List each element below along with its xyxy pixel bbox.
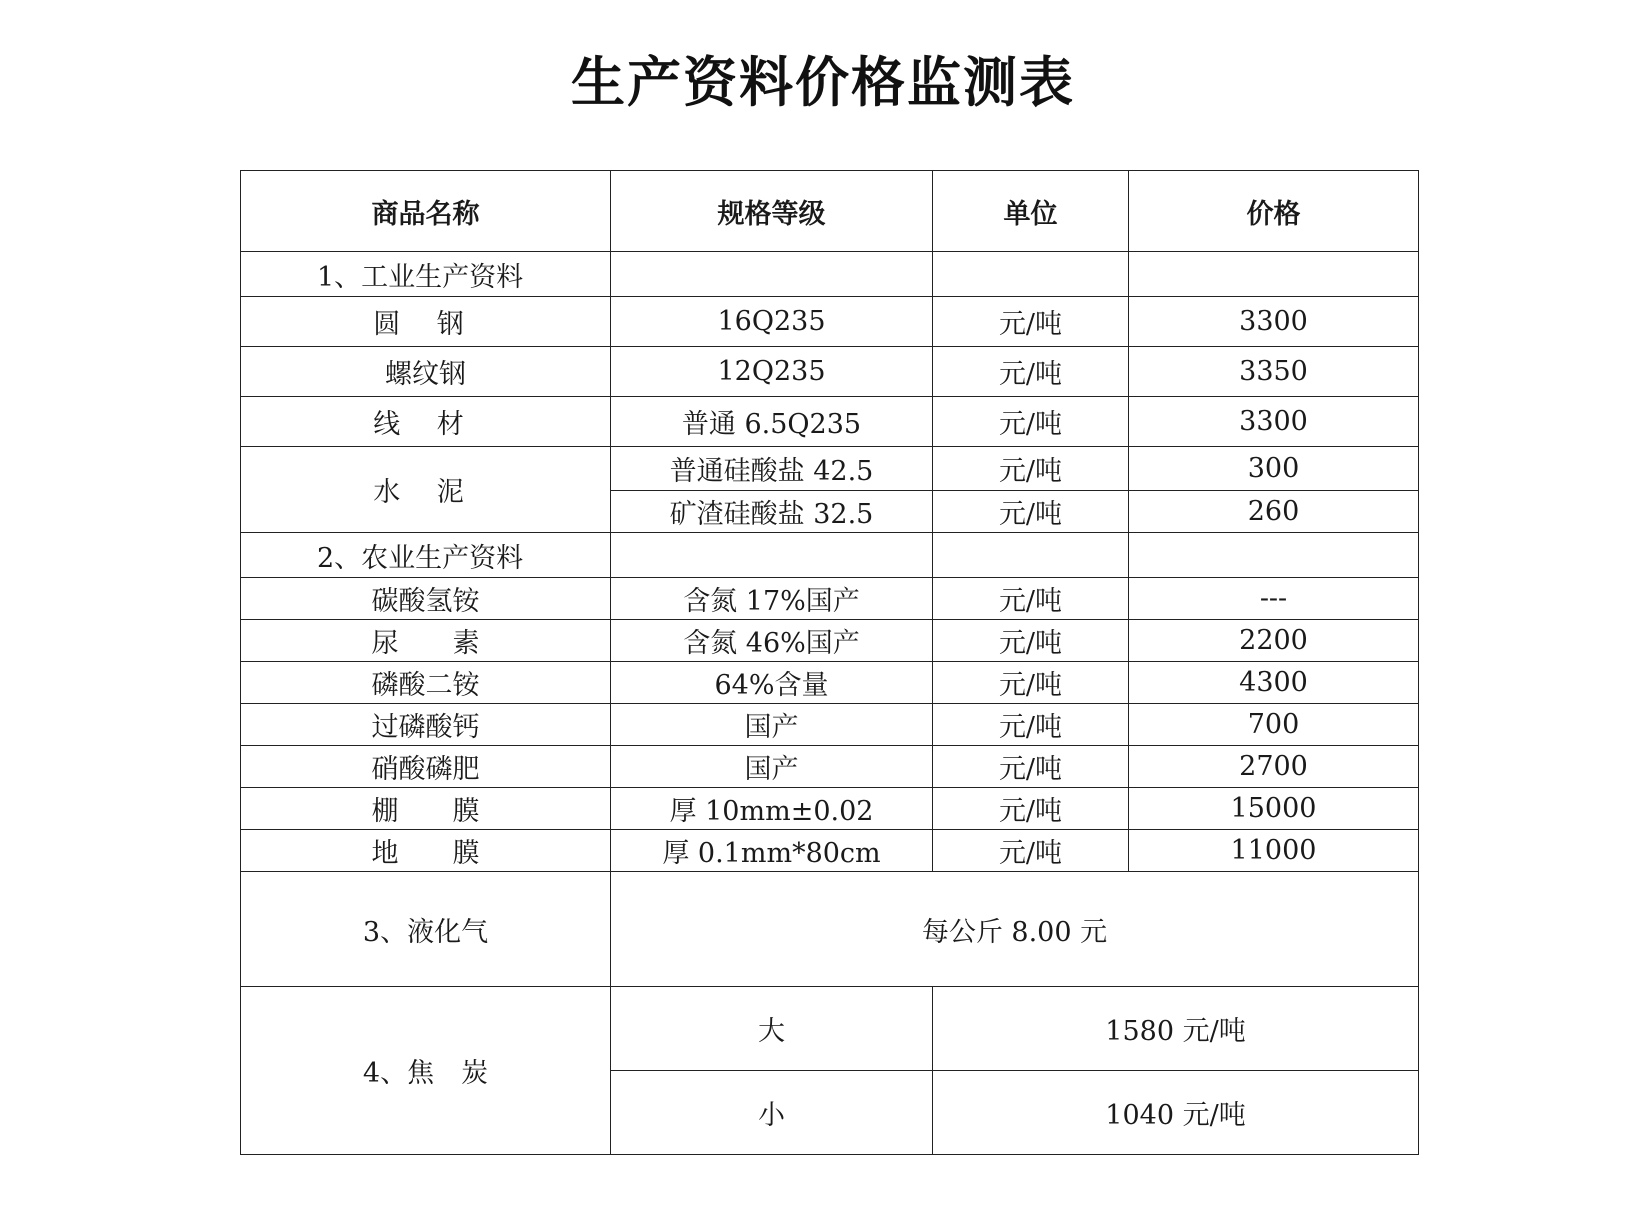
coke-price: 1580 元/吨 [933,987,1419,1071]
table-row [241,746,1419,788]
header-name: 商品名称 [241,171,611,252]
item-spec: 普通 6.5Q235 [611,397,933,447]
item-name: 线 材 [241,397,611,447]
item-name: 螺纹钢 [241,347,611,397]
item-spec: 64%含量 [611,662,933,704]
item-name: 棚 膜 [241,788,611,830]
header-row [241,171,1419,252]
item-spec: 含氮 17%国产 [611,578,933,620]
coke-row [241,987,1419,1071]
table-row [241,704,1419,746]
item-spec: 厚 0.1mm*80cm [611,830,933,872]
item-spec: 矿渣硅酸盐 32.5 [611,491,933,533]
lpg-row [241,872,1419,987]
item-unit: 元/吨 [933,447,1129,491]
item-spec: 国产 [611,746,933,788]
item-unit: 元/吨 [933,830,1129,872]
section-label-industrial: 1、工业生产资料 [241,252,611,297]
item-price: 2200 [1129,620,1419,662]
empty-cell [1129,533,1419,578]
table-row [241,830,1419,872]
empty-cell [611,533,933,578]
header-spec: 规格等级 [611,171,933,252]
item-unit: 元/吨 [933,491,1129,533]
header-unit: 单位 [933,171,1129,252]
table-row [241,297,1419,347]
price-monitoring-table [240,170,1419,1155]
table-row [241,620,1419,662]
lpg-price: 每公斤 8.00 元 [611,872,1419,987]
item-price: 3350 [1129,347,1419,397]
item-price: --- [1129,578,1419,620]
empty-cell [933,533,1129,578]
item-unit: 元/吨 [933,297,1129,347]
page-title: 生产资料价格监测表 [571,51,1075,114]
item-price: 260 [1129,491,1419,533]
item-name: 地 膜 [241,830,611,872]
item-unit: 元/吨 [933,746,1129,788]
item-spec: 普通硅酸盐 42.5 [611,447,933,491]
item-spec: 国产 [611,704,933,746]
table-row [241,347,1419,397]
item-name: 尿 素 [241,620,611,662]
item-unit: 元/吨 [933,620,1129,662]
header-price: 价格 [1129,171,1419,252]
table-row [241,397,1419,447]
item-price: 2700 [1129,746,1419,788]
section-row-agricultural [241,533,1419,578]
item-price: 300 [1129,447,1419,491]
coke-price: 1040 元/吨 [933,1071,1419,1155]
table-row [241,662,1419,704]
item-name: 碳酸氢铵 [241,578,611,620]
item-spec: 12Q235 [611,347,933,397]
coke-size: 小 [611,1071,933,1155]
item-spec: 16Q235 [611,297,933,347]
item-unit: 元/吨 [933,788,1129,830]
table-row [241,447,1419,491]
item-unit: 元/吨 [933,662,1129,704]
item-name: 磷酸二铵 [241,662,611,704]
item-name: 过磷酸钙 [241,704,611,746]
item-name: 圆 钢 [241,297,611,347]
item-price: 3300 [1129,297,1419,347]
item-price: 3300 [1129,397,1419,447]
item-unit: 元/吨 [933,704,1129,746]
item-unit: 元/吨 [933,397,1129,447]
item-name: 水 泥 [241,447,611,533]
section-row-industrial [241,252,1419,297]
table-row [241,578,1419,620]
section-label-agricultural: 2、农业生产资料 [241,533,611,578]
item-unit: 元/吨 [933,347,1129,397]
item-unit: 元/吨 [933,578,1129,620]
item-spec: 厚 10mm±0.02 [611,788,933,830]
section-label-lpg: 3、液化气 [241,872,611,987]
empty-cell [1129,252,1419,297]
empty-cell [611,252,933,297]
item-price: 700 [1129,704,1419,746]
section-label-coke: 4、焦 炭 [241,987,611,1155]
item-price: 11000 [1129,830,1419,872]
item-name: 硝酸磷肥 [241,746,611,788]
empty-cell [933,252,1129,297]
item-price: 4300 [1129,662,1419,704]
item-spec: 含氮 46%国产 [611,620,933,662]
table-row [241,788,1419,830]
coke-size: 大 [611,987,933,1071]
item-price: 15000 [1129,788,1419,830]
